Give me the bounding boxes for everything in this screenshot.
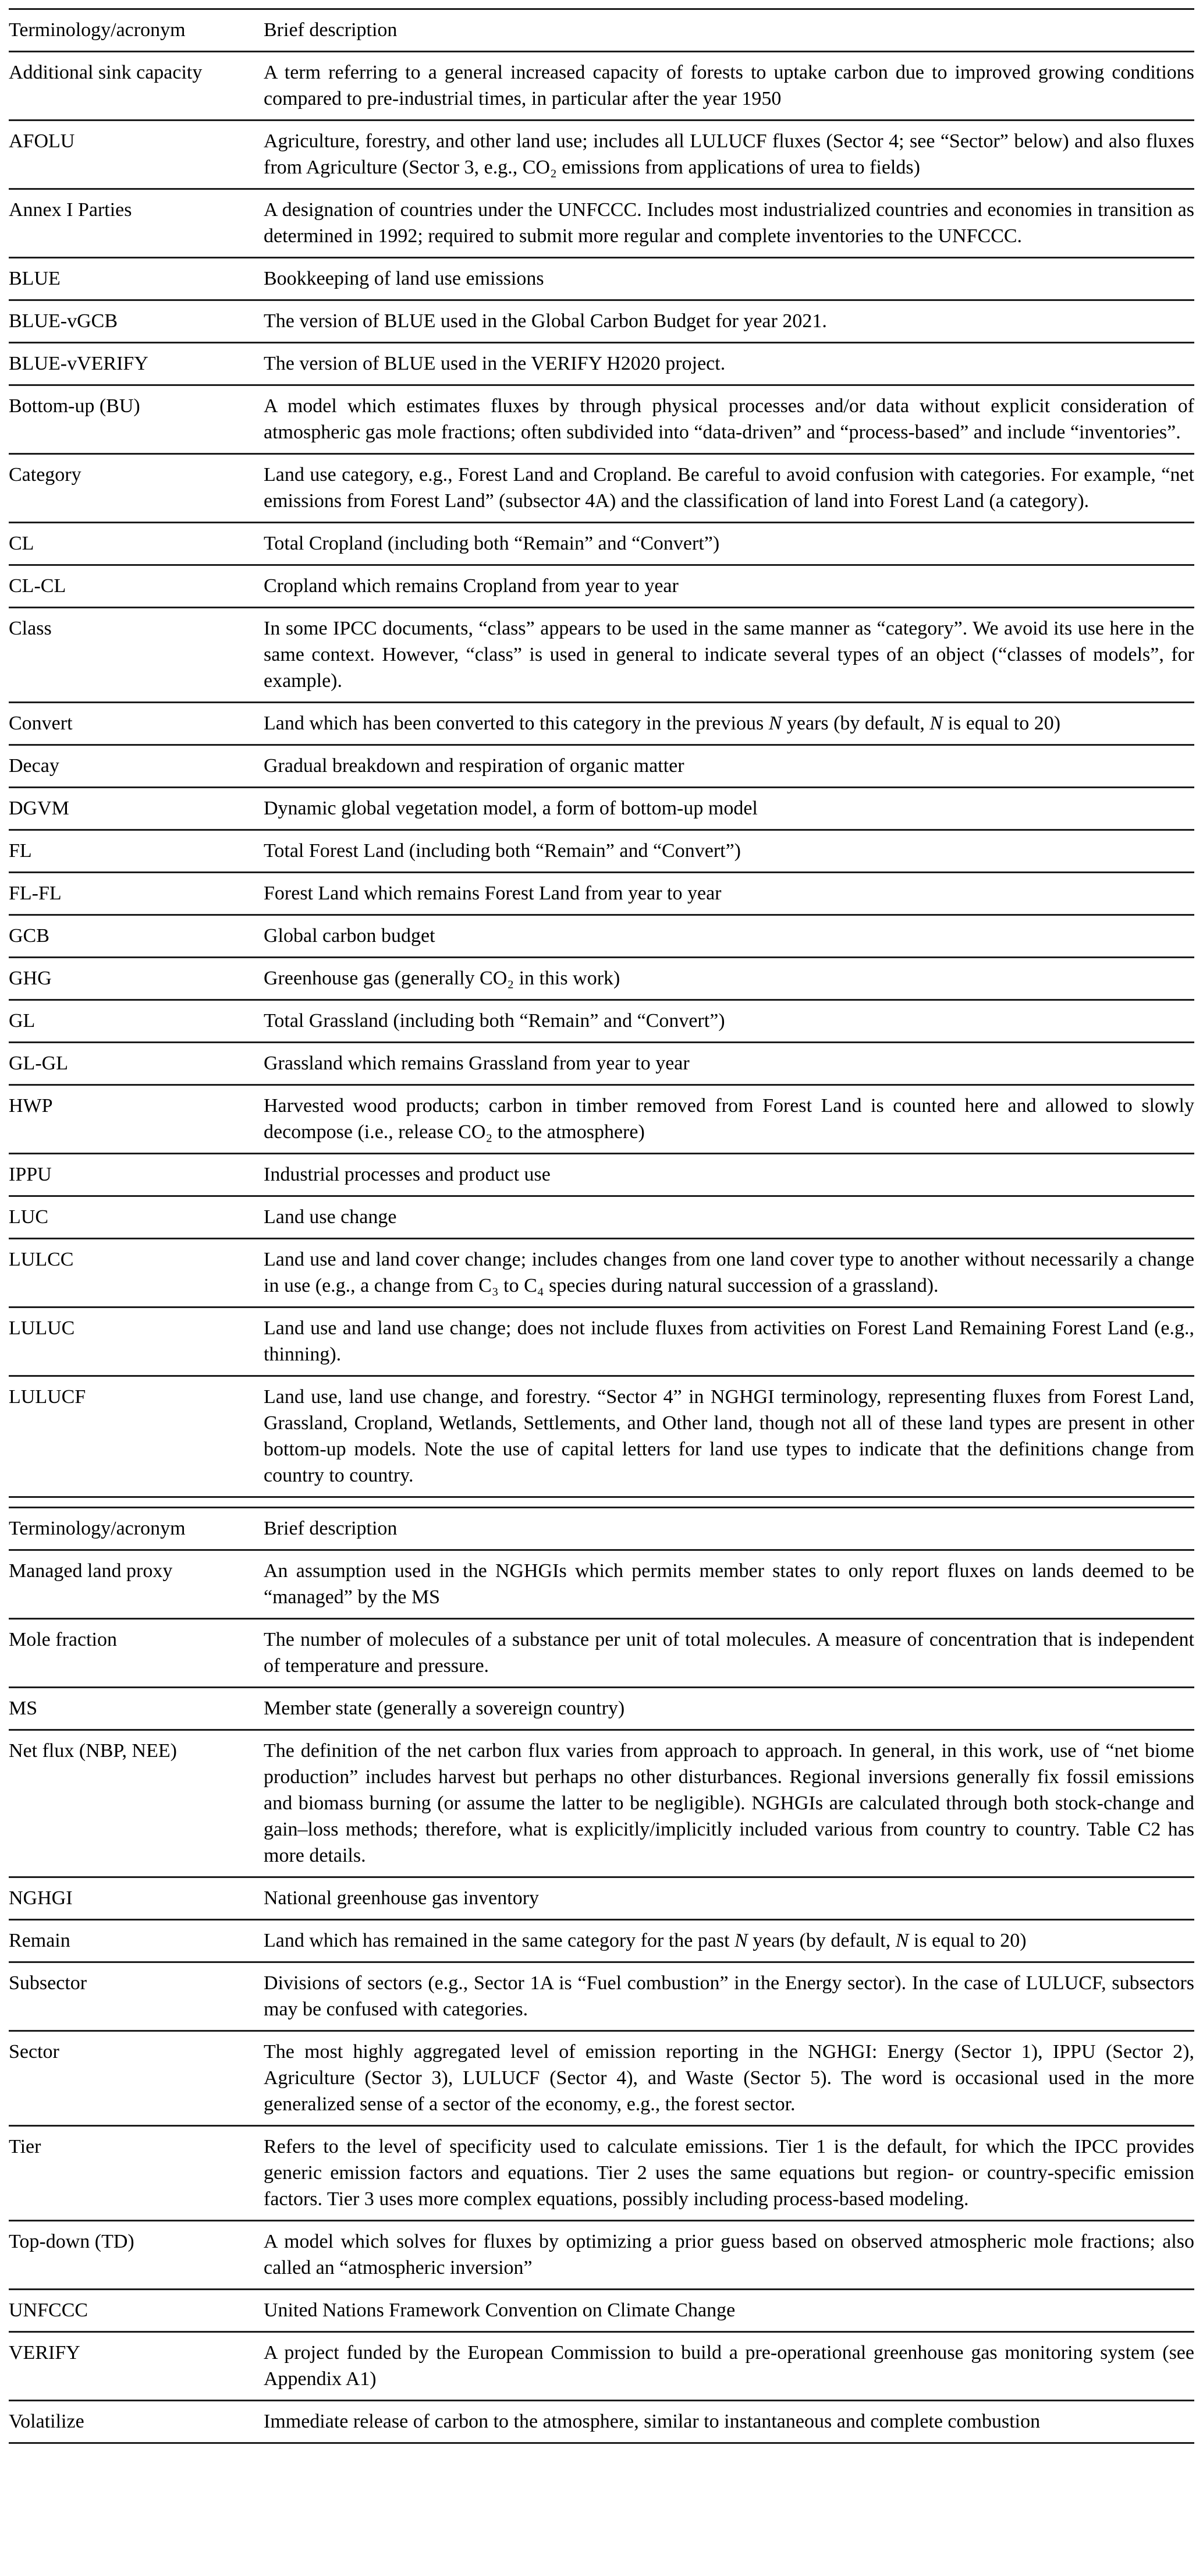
description-cell: Divisions of sectors (e.g., Sector 1A is “Fuel combustion” in the Energy sector). In the case of LULUCF, subsectors may be confused with categories. (264, 1962, 1194, 2031)
term-cell: CL (9, 523, 264, 565)
term-cell: Class (9, 608, 264, 703)
terminology-table-1 (9, 8, 1194, 1498)
term-cell: VERIFY (9, 2332, 264, 2401)
term-cell: FL (9, 830, 264, 873)
term-cell: Additional sink capacity (9, 52, 264, 121)
term-cell: Mole fraction (9, 1619, 264, 1688)
description-cell: Total Grassland (including both “Remain” and “Convert”) (264, 1000, 1194, 1043)
term-cell: GL (9, 1000, 264, 1043)
term-cell: MS (9, 1688, 264, 1730)
term-cell: UNFCCC (9, 2290, 264, 2332)
table-row (9, 915, 1194, 958)
table-row (9, 1688, 1194, 1730)
table-row (9, 1000, 1194, 1043)
column-header-description: Brief description (264, 1508, 1194, 1550)
description-cell: Gradual breakdown and respiration of organic matter (264, 745, 1194, 788)
description-cell: Land use and land use change; does not include fluxes from activities on Forest Land Remaining Forest Land (e.g., thinning). (264, 1308, 1194, 1376)
term-cell: BLUE-vVERIFY (9, 343, 264, 385)
description-cell: Total Forest Land (including both “Remain” and “Convert”) (264, 830, 1194, 873)
description-cell: The version of BLUE used in the VERIFY H2020 project. (264, 343, 1194, 385)
term-cell: Bottom-up (BU) (9, 385, 264, 454)
terminology-table-2-body (9, 1508, 1194, 2443)
term-cell: FL-FL (9, 873, 264, 915)
description-cell: Land use, land use change, and forestry. “Sector 4” in NGHGI terminology, representing fluxes from Forest Land, Grassland, Cropland, Wetlands, Settlements, and Other land, though not all of these land types are present in other bottom-up models. Note the use of capital letters for land use types to indicate that the definitions change from country to country. (264, 1376, 1194, 1497)
table-row (9, 258, 1194, 300)
table-row (9, 1619, 1194, 1688)
description-cell: Forest Land which remains Forest Land from year to year (264, 873, 1194, 915)
table-row (9, 189, 1194, 258)
description-cell: National greenhouse gas inventory (264, 1877, 1194, 1920)
term-cell: Net flux (NBP, NEE) (9, 1730, 264, 1877)
table-row (9, 2290, 1194, 2332)
term-cell: Volatilize (9, 2401, 264, 2443)
description-cell: Dynamic global vegetation model, a form of bottom-up model (264, 788, 1194, 830)
column-header-description: Brief description (264, 9, 1194, 52)
description-cell: Refers to the level of specificity used to calculate emissions. Tier 1 is the default, for which the IPCC provides generic emission factors and equations. Tier 2 uses the same equations but region- or country-specific emission factors. Tier 3 uses more complex equations, possibly including process-based modeling. (264, 2126, 1194, 2221)
table-row (9, 1043, 1194, 1085)
term-cell: CL-CL (9, 565, 264, 608)
table-row (9, 565, 1194, 608)
table-header-row (9, 1508, 1194, 1550)
term-cell: Top-down (TD) (9, 2221, 264, 2290)
description-cell: Land use category, e.g., Forest Land and Cropland. Be careful to avoid confusion with categories. For example, “net emissions from Forest Land” (subsector 4A) and the classification of land into Forest Land (a category). (264, 454, 1194, 523)
term-cell: AFOLU (9, 121, 264, 189)
terminology-table-1-body (9, 9, 1194, 1497)
description-cell: The definition of the net carbon flux varies from approach to approach. In general, in this work, use of “net biome production” includes harvest but perhaps no other disturbances. Regional inversions generally fix fossil emissions and biomass burning (or assume the latter to be negligible). NGHGIs are calculated through both stock-change and gain–loss methods; therefore, what is explicitly/implicitly included various from country to country. Table C2 has more details. (264, 1730, 1194, 1877)
table-row (9, 1154, 1194, 1196)
description-cell: Land which has remained in the same category for the past N years (by default, N is equal to 20) (264, 1920, 1194, 1962)
term-cell: LULUC (9, 1308, 264, 1376)
term-cell: Category (9, 454, 264, 523)
description-cell: A term referring to a general increased capacity of forests to uptake carbon due to improved growing conditions compared to pre-industrial times, in particular after the year 1950 (264, 52, 1194, 121)
description-cell: Member state (generally a sovereign country) (264, 1688, 1194, 1730)
term-cell: DGVM (9, 788, 264, 830)
description-cell: Land use change (264, 1196, 1194, 1239)
term-cell: LULCC (9, 1239, 264, 1308)
description-cell: Total Cropland (including both “Remain” and “Convert”) (264, 523, 1194, 565)
description-cell: Immediate release of carbon to the atmosphere, similar to instantaneous and complete combustion (264, 2401, 1194, 2443)
column-header-term: Terminology/acronym (9, 9, 264, 52)
table-row (9, 1085, 1194, 1154)
table-row (9, 788, 1194, 830)
description-cell: Agriculture, forestry, and other land use; includes all LULUCF fluxes (Sector 4; see “Sector” below) and also fluxes from Agriculture (Sector 3, e.g., CO₂ emissions from applications of urea to fields) (264, 121, 1194, 189)
table-row (9, 608, 1194, 703)
description-cell: An assumption used in the NGHGIs which permits member states to only report fluxes on lands deemed to be “managed” by the MS (264, 1550, 1194, 1619)
terminology-table-2 (9, 1507, 1194, 2444)
table-row (9, 1308, 1194, 1376)
term-cell: Managed land proxy (9, 1550, 264, 1619)
table-row (9, 2031, 1194, 2126)
table-row (9, 2401, 1194, 2443)
table-header-row (9, 9, 1194, 52)
table-row (9, 343, 1194, 385)
table-row (9, 52, 1194, 121)
description-cell: The number of molecules of a substance per unit of total molecules. A measure of concentration that is independent of temperature and pressure. (264, 1619, 1194, 1688)
description-cell: A designation of countries under the UNFCCC. Includes most industrialized countries and economies in transition as determined in 1992; required to submit more regular and complete inventories to the UNFCCC. (264, 189, 1194, 258)
description-cell: A model which estimates fluxes by through physical processes and/or data without explicit consideration of atmospheric gas mole fractions; often subdivided into “data-driven” and “process-based” and include “inventories”. (264, 385, 1194, 454)
term-cell: Convert (9, 703, 264, 745)
table-row (9, 2221, 1194, 2290)
term-cell: IPPU (9, 1154, 264, 1196)
table-row (9, 745, 1194, 788)
table-row (9, 2332, 1194, 2401)
term-cell: GHG (9, 958, 264, 1000)
table-row (9, 1730, 1194, 1877)
table-row (9, 958, 1194, 1000)
table-row (9, 1239, 1194, 1308)
table-row (9, 1550, 1194, 1619)
description-cell: A project funded by the European Commission to build a pre-operational greenhouse gas monitoring system (see Appendix A1) (264, 2332, 1194, 2401)
description-cell: The version of BLUE used in the Global Carbon Budget for year 2021. (264, 300, 1194, 343)
term-cell: BLUE (9, 258, 264, 300)
description-cell: Harvested wood products; carbon in timber removed from Forest Land is counted here and allowed to slowly decompose (i.e., release CO₂ to the atmosphere) (264, 1085, 1194, 1154)
description-cell: A model which solves for fluxes by optimizing a prior guess based on observed atmospheric mole fractions; also called an “atmospheric inversion” (264, 2221, 1194, 2290)
description-cell: Land which has been converted to this category in the previous N years (by default, N is equal to 20) (264, 703, 1194, 745)
term-cell: Remain (9, 1920, 264, 1962)
table-row (9, 1920, 1194, 1962)
term-cell: LULUCF (9, 1376, 264, 1497)
table-row (9, 830, 1194, 873)
table-divider-gap (9, 1498, 1194, 1507)
description-cell: Greenhouse gas (generally CO₂ in this work) (264, 958, 1194, 1000)
term-cell: Decay (9, 745, 264, 788)
description-cell: United Nations Framework Convention on Climate Change (264, 2290, 1194, 2332)
term-cell: HWP (9, 1085, 264, 1154)
table-row (9, 1877, 1194, 1920)
description-cell: Global carbon budget (264, 915, 1194, 958)
column-header-term: Terminology/acronym (9, 1508, 264, 1550)
term-cell: LUC (9, 1196, 264, 1239)
term-cell: Sector (9, 2031, 264, 2126)
description-cell: Bookkeeping of land use emissions (264, 258, 1194, 300)
description-cell: Grassland which remains Grassland from year to year (264, 1043, 1194, 1085)
table-row (9, 385, 1194, 454)
term-cell: Annex I Parties (9, 189, 264, 258)
description-cell: In some IPCC documents, “class” appears to be used in the same manner as “category”. We avoid its use here in the same context. However, “class” is used in general to indicate several types of an object (“classes of models”, for example). (264, 608, 1194, 703)
table-row (9, 873, 1194, 915)
description-cell: Land use and land cover change; includes changes from one land cover type to another without necessarily a change in use (e.g., a change from C₃ to C₄ species during natural succession of a grassland). (264, 1239, 1194, 1308)
term-cell: Subsector (9, 1962, 264, 2031)
table-row (9, 2126, 1194, 2221)
table-row (9, 1376, 1194, 1497)
table-row (9, 1196, 1194, 1239)
table-row (9, 300, 1194, 343)
table-row (9, 523, 1194, 565)
description-cell: Cropland which remains Cropland from year to year (264, 565, 1194, 608)
table-row (9, 121, 1194, 189)
term-cell: GCB (9, 915, 264, 958)
term-cell: GL-GL (9, 1043, 264, 1085)
term-cell: Tier (9, 2126, 264, 2221)
table-row (9, 703, 1194, 745)
table-row (9, 1962, 1194, 2031)
description-cell: Industrial processes and product use (264, 1154, 1194, 1196)
term-cell: BLUE-vGCB (9, 300, 264, 343)
term-cell: NGHGI (9, 1877, 264, 1920)
table-row (9, 454, 1194, 523)
description-cell: The most highly aggregated level of emission reporting in the NGHGI: Energy (Sector 1), IPPU (Sector 2), Agriculture (Sector 3), LULUCF (Sector 4), and Waste (Sector 5). The word is occasional used in the more generalized sense of a sector of the economy, e.g., the forest sector. (264, 2031, 1194, 2126)
